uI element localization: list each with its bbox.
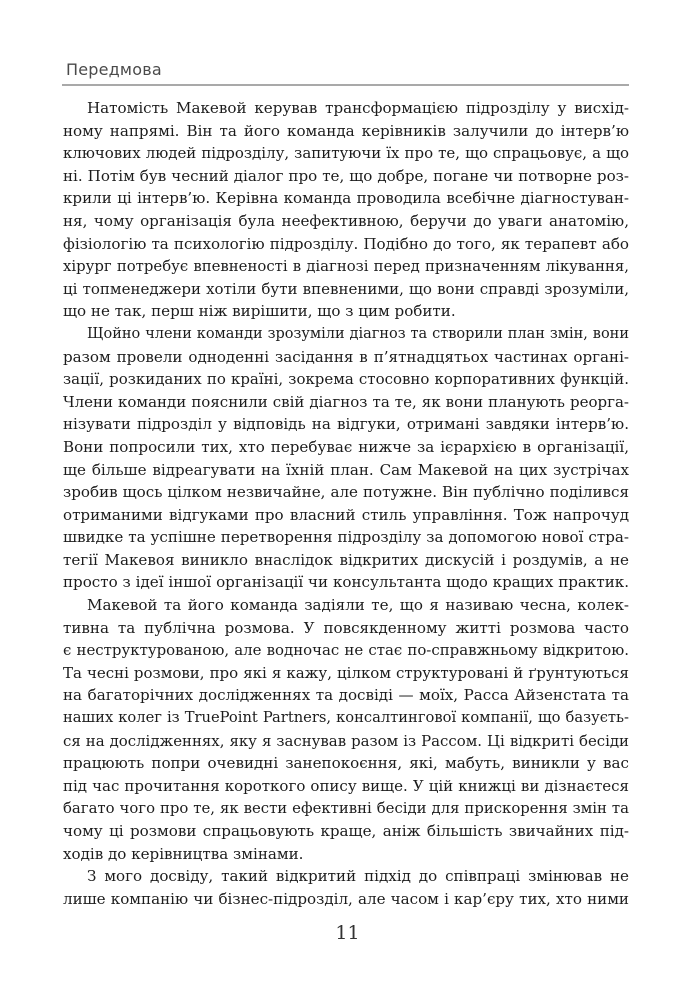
text-line: З мого досвіду, такий відкритий підхід до співпраці змінював не: [87, 867, 629, 886]
text-line: хірург потребує впевненості в діагнозі перед призначенням лікування,: [63, 257, 629, 276]
text-line: ся на дослідженнях, яку я заснував разом із Рассом. Ці відкриті бесіди: [63, 731, 629, 750]
text-line: лише компанію чи бізнес-підрозділ, але часом і кар’єру тих, хто ними: [63, 889, 629, 908]
text-line: ному напрямі. Він та його команда керівників залучили до інтерв’ю: [63, 121, 629, 140]
text-line: нізувати підрозділ у відповідь на відгуки, отримані завдяки інтерв’ю.: [63, 415, 629, 434]
text-line: є неструктурованою, але водночас не стає по-справжньому відкритою.: [63, 641, 629, 660]
text-line: зробив щось цілком незвичайне, але потужне. Він публічно поділився: [63, 483, 629, 502]
paragraph-2: [63, 323, 629, 594]
body-text: [63, 97, 629, 910]
text-line: чому ці розмови спрацьовують краще, аніж більшість звичайних під-: [63, 822, 629, 840]
page-number: 11: [335, 922, 360, 944]
text-line: Макевой та його команда задіяли те, що я називаю чесна, колек-: [87, 596, 629, 615]
paragraph-4: [63, 865, 629, 910]
text-line: ходів до керівництва змінами.: [63, 844, 304, 863]
text-line: тивна та публічна розмова. У повсякденному житті розмова часто: [63, 618, 629, 637]
text-line: Та чесні розмови, про які я кажу, цілком структуровані й ґрунтуються: [63, 663, 629, 682]
text-line: Члени команди пояснили свій діагноз та те, як вони планують реорга-: [63, 392, 629, 411]
text-line: разом провели одноденні засідання в п’ятнадцятьох частинах органі-: [63, 347, 629, 366]
running-head: Передмова: [66, 60, 162, 79]
text-line: швидке та успішне перетворення підрозділу за допомогою нової стра-: [63, 528, 629, 547]
header-rule: [62, 84, 629, 86]
text-line: ня, чому організація була неефективною, беручи до уваги анатомію,: [63, 211, 629, 230]
text-line: ні. Потім був чесний діалог про те, що добре, погане чи потворне роз-: [63, 166, 629, 185]
text-line: Вони попросили тих, хто перебуває нижче за ієрархією в організації,: [63, 437, 629, 456]
text-line: ключових людей підрозділу, запитуючи їх про те, що спрацьовує, а що: [63, 144, 629, 163]
text-line: крили ці інтерв’ю. Керівна команда проводила всебічне діагностуван-: [63, 189, 629, 208]
text-line: отриманими відгуками про власний стиль управління. Тож напрочуд: [63, 505, 629, 524]
text-line: тегії Макевоя виникло внаслідок відкритих дискусій і роздумів, а не: [63, 550, 629, 569]
text-line: Щойно члени команди зрозуміли діагноз та створили план змін, вони: [87, 325, 629, 342]
paragraph-3: [63, 594, 629, 865]
text-line: Натомість Макевой керував трансформацією підрозділу у висхід-: [87, 99, 629, 117]
text-line: ці топменеджери хотіли бути впевненими, що вони справді зрозуміли,: [63, 279, 629, 298]
text-line: фізіологію та психологію підрозділу. Подібно до того, як терапевт або: [63, 234, 629, 253]
text-line: наших колег із TruePoint Partners, консалтингової компанії, що базуєть-: [63, 709, 629, 727]
text-line: що не так, перш ніж вирішити, що з цим робити.: [63, 302, 456, 321]
text-line: ще більше відреагувати на їхній план. Сам Макевой на цих зустрічах: [63, 460, 629, 479]
text-line: під час прочитання короткого опису вище. У цій книжці ви дізнаєтеся: [63, 776, 629, 795]
text-line: багато чого про те, як вести ефективні бесіди для прискорення змін та: [63, 799, 629, 818]
text-line: зації, розкиданих по країні, зокрема стосовно корпоративних функцій.: [63, 370, 629, 389]
paragraph-1: [63, 97, 629, 323]
text-line: працюють попри очевидні занепокоєння, які, мабуть, виникли у вас: [63, 754, 629, 773]
text-line: на багаторічних дослідженнях та досвіді — моїх, Расса Айзенстата та: [63, 686, 629, 705]
text-line: просто з ідеї іншої організації чи консультанта щодо кращих практик.: [63, 573, 629, 592]
